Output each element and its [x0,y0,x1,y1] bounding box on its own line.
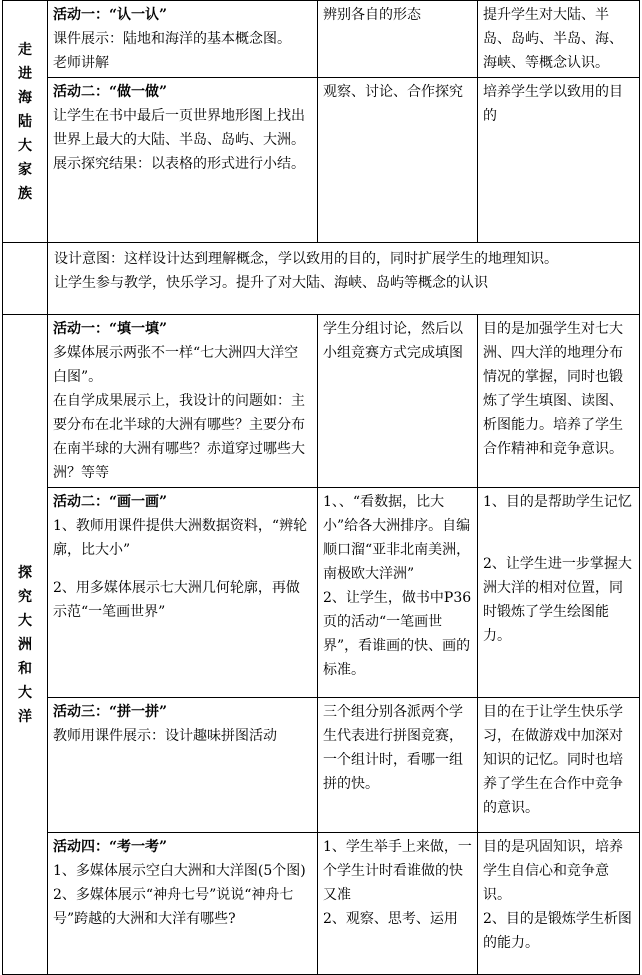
purpose-text: 提升学生对大陆、半岛、岛屿、半岛、海、海峡、等概念认识。 [483,7,623,71]
student-cell [318,698,478,833]
title-char: 陆 [18,113,32,130]
activity-text: 在自学成果展示上，我设计的问题如：主要分布在北半球的大洲有哪些？主要分布在南半球的大洲有哪些？赤道穿过哪些大洲？等等 [53,393,305,481]
design-intent-text: 设计意图：这样设计达到理解概念，学以致用的目的，同时扩展学生的地理知识。 [54,251,558,267]
title-char: 族 [18,185,32,202]
activity-title: 活动二：“画一画” [53,494,168,510]
table-row [3,833,640,975]
purpose-text: 目的在于让学生快乐学习，在做游戏中加深对知识的记忆。同时也培养了学生在合作中竞争的意识。 [483,704,623,816]
purpose-cell [478,698,640,833]
student-cell [318,1,478,78]
activity-cell [48,698,318,833]
student-cell [318,833,478,975]
student-text: 学生分组讨论，然后以小组竞赛方式完成填图 [323,321,463,361]
section-title-cell [3,1,48,243]
activity-text: 让学生在书中最后一页世界地形图上找出世界上最大的大陆、半岛、岛屿、大洲。 [53,108,305,148]
student-text: 2、观察、思考、运用 [323,911,458,927]
title-char: 洋 [18,708,32,725]
purpose-text: 1、目的是帮助学生记忆 [483,494,632,510]
activity-text: 展示探究结果：以表格的形式进行小结。 [53,156,305,172]
purpose-cell [478,488,640,698]
activity-title: 活动四：“考一考” [53,839,168,855]
table-row [3,488,640,698]
purpose-text: 培养学生学以致用的目的 [483,84,623,124]
title-char: 大 [18,684,32,701]
title-char: 探 [18,564,32,581]
empty-cell [3,243,48,315]
activity-text: 1、多媒体展示空白大洲和大洋图(5个图) [53,863,306,879]
student-text: 观察、讨论、合作探究 [323,84,463,100]
purpose-text: 2、让学生进一步掌握大洲大洋的相对位置，同时锻炼了学生绘图能力。 [483,556,632,644]
activity-text: 1、教师用课件提供大洲数据资料，“辨轮廓，比大小” [53,518,308,558]
purpose-text: 目的是加强学生对七大洲、四大洋的地理分布情况的掌握，同时也锻炼了学生填图、读图、析图能力。培养了学生合作精神和竞争意识。 [483,321,623,457]
purpose-cell [478,1,640,78]
activity-text: 2、多媒体展示“神舟七号”说说“神舟七号”跨越的大洲和大洋有哪些? [53,887,294,927]
activity-title: 活动二：“做一做” [53,84,168,100]
purpose-text: 目的是巩固知识，培养学生自信心和竞争意识。 [483,839,623,903]
section-title-cell [3,315,48,975]
activity-title: 活动三：“拼一拼” [53,704,168,720]
design-intent-text: 让学生参与教学，快乐学习。提升了对大陆、海峡、岛屿等概念的认识 [54,275,488,291]
purpose-text: 2、目的是锻炼学生析图的能力。 [483,911,632,951]
activity-cell [48,488,318,698]
student-text: 1、、“看数据，比大小”给各大洲排序。自编顺口溜“亚非北南美洲，南极欧大洋洲” [323,494,471,582]
table-row [3,315,640,488]
lesson-plan-table [2,0,640,975]
title-char: 进 [18,65,32,82]
table-row [3,698,640,833]
title-char: 海 [18,89,32,106]
title-char: 和 [18,660,32,677]
activity-text: 课件展示：陆地和海洋的基本概念图。 [53,31,291,47]
activity-text: 2、用多媒体展示七大洲几何轮廓，再做示范“一笔画世界” [53,580,300,620]
activity-text: 教师用课件展示：设计趣味拼图活动 [53,728,277,744]
title-char: 大 [18,137,32,154]
design-intent-cell [48,243,640,315]
table-row [3,243,640,315]
student-text: 辨别各自的形态 [323,7,421,23]
title-char: 大 [18,612,32,629]
activity-cell [48,1,318,78]
student-cell [318,78,478,243]
student-text: 2、让学生，做书中P36页的活动“一笔画世界”，看谁画的快、画的标准。 [323,590,472,678]
activity-cell [48,833,318,975]
student-text: 三个组分别各派两个学生代表进行拼图竞赛，一个组计时，看哪一组拼的快。 [323,704,463,792]
section-title [3,38,47,206]
table-row [3,1,640,78]
section-title [3,561,47,729]
title-char: 究 [18,588,32,605]
student-cell [318,315,478,488]
activity-text: 老师讲解 [53,55,109,71]
activity-title: 活动一：“填一填” [53,321,168,337]
title-char: 走 [18,41,32,58]
table-row [3,78,640,243]
activity-title: 活动一：“认一认” [53,7,168,23]
purpose-cell [478,833,640,975]
activity-cell [48,315,318,488]
activity-cell [48,78,318,243]
title-char: 洲 [18,636,32,653]
student-cell [318,488,478,698]
purpose-cell [478,315,640,488]
activity-text: 多媒体展示两张不一样“七大洲四大洋空白图”。 [53,345,299,385]
purpose-cell [478,78,640,243]
title-char: 家 [18,161,32,178]
student-text: 1、学生举手上来做，一个学生计时看谁做的快又准 [323,839,472,903]
